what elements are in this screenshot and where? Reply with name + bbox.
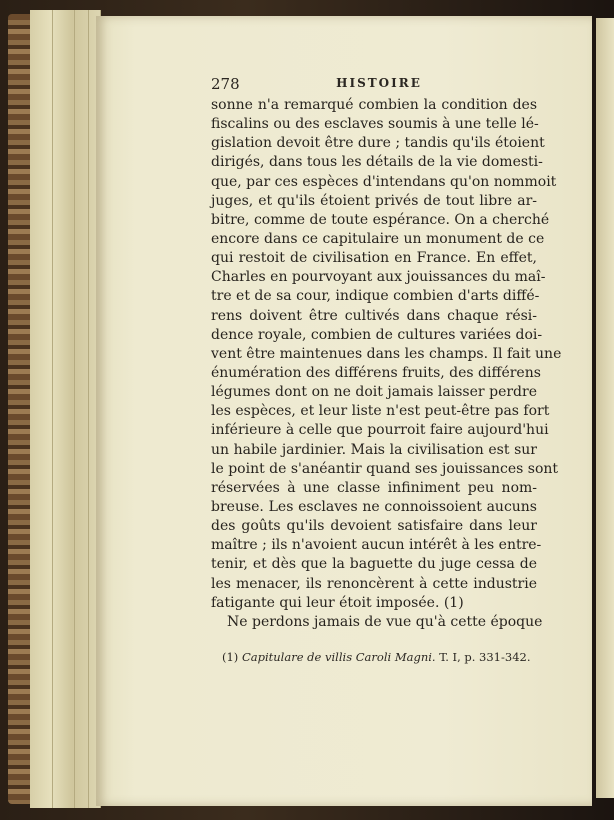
text-line: légumes dont on ne doit jamais laisser perdre [211,384,537,401]
text-line: dirigés, dans tous les détails de la vie domesti- [211,154,543,171]
page-number: 278 [211,75,240,93]
text-line: Charles en pourvoyant aux jouissances du maî- [211,269,546,286]
page-stack-line [74,10,75,808]
facing-page-edge [596,18,614,798]
text-line: tenir, et dès que la baguette du juge cessa de [211,556,537,573]
running-head: HISTOIRE [336,76,422,90]
text-line: maître ; ils n'avoient aucun intérêt à les entre- [211,537,542,554]
body-text [211,96,562,632]
text-line: réservées à une classe infiniment peu nom- [211,479,537,496]
text-line: tre et de sa cour, indique combien d'arts diffé- [211,288,540,305]
text-line: fiscalins ou des esclaves soumis à une telle lé- [211,116,539,133]
text-line: que, par ces espèces d'intendans qu'on nommoit [211,173,557,190]
text-line: dence royale, combien de cultures variées doi- [211,326,543,343]
text-line: breuse. Les esclaves ne connoissoient aucuns [211,498,537,515]
text-line: inférieure à celle que pourroit faire aujourd'hui [211,422,549,439]
text-line: qui restoit de civilisation en France. En effet, [211,250,537,267]
text-line: gislation devoit être dure ; tandis qu'ils étoient [211,135,545,152]
page-stack-line [88,10,89,808]
page-header [211,75,537,97]
text-line: Ne perdons jamais de vue qu'à cette époque [227,613,543,630]
text-line: un habile jardinier. Mais la civilisation est sur [211,441,537,458]
footnote [222,650,542,664]
text-line: encore dans ce capitulaire un monument de ce [211,230,545,247]
text-line: des goûts qu'ils devoient satisfaire dans leur [211,518,537,535]
text-line: les menacer, ils renoncèrent à cette industrie [211,575,537,592]
text-line: fatigante qui leur étoit imposée. (1) [211,594,464,611]
text-line: juges, et qu'ils étoient privés de tout libre ar- [211,192,537,209]
text-line: les espèces, et leur liste n'est peut-être pas fort [211,403,550,420]
text-line: sonne n'a remarqué combien la condition des [211,97,537,113]
text-line: bitre, comme de toute espérance. On a cherché [211,211,550,228]
text-line: le point de s'anéantir quand ses jouissances sont [211,460,559,477]
footnote-title: Capitulare de villis Caroli Magni. [241,650,436,664]
page-stack-line [52,10,53,808]
footnote-marker: (1) [222,650,239,664]
left-page-stack [30,10,101,808]
text-line: énumération des différens fruits, des différens [211,364,541,381]
text-line: vent être maintenues dans les champs. Il fait une [211,345,562,362]
text-line: rens doivent être cultivés dans chaque rési- [211,307,537,324]
footnote-reference: T. I, p. 331-342. [439,650,531,664]
